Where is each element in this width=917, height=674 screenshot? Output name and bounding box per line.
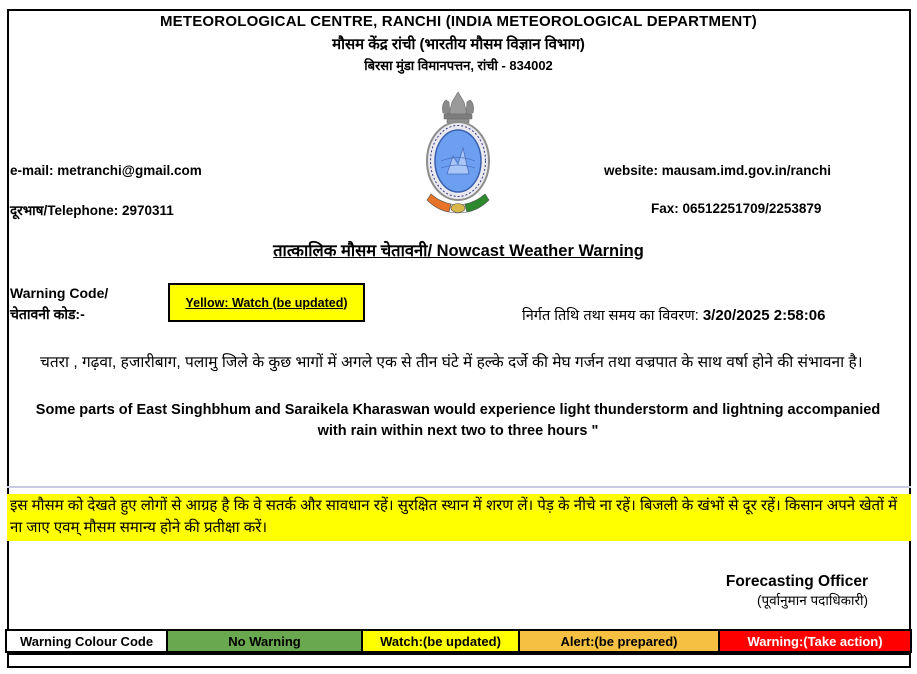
fax-text: Fax: 06512251709/2253879	[651, 201, 822, 216]
bar-underline	[7, 653, 911, 655]
forecasting-officer-title-hindi: (पूर्वानुमान पदाधिकारी)	[757, 593, 868, 608]
colour-code-alert: Alert:(be prepared)	[518, 629, 720, 653]
section-title: तात्कालिक मौसम चेतावनी/ Nowcast Weather Warning	[273, 242, 644, 260]
email-text: e-mail: metranchi@gmail.com	[10, 163, 202, 178]
warning-code-value: Yellow: Watch (be updated)	[185, 295, 348, 310]
warning-code-label: Warning Code/ चेतावनी कोड:-	[10, 285, 109, 322]
warning-body-english: Some parts of East Singhbhum and Saraikela Kharaswan would experience light thunderstorm and lightning accompanied with rain within next two to three hours "	[35, 402, 881, 439]
advisory-text-highlighted: इस मौसम को देखते हुए लोगों से आग्रह है कि वे सतर्क और सावधान रहें। सुरक्षित स्थान में शरण लें। पेड़ के नीचे ना रहें। बिजली के खंभों से दूर रहें। किसान अपने खेतों में ना जाए एवम् मौसम समान्य होने की प्रतीक्षा करें।	[7, 494, 911, 541]
issue-datetime-line: निर्गत तिथि तथा समय का विवरण: 3/20/2025 2:58:06	[522, 307, 826, 324]
imd-emblem-logo	[413, 86, 503, 226]
colour-code-bar-label: Warning Colour Code	[5, 629, 168, 653]
colour-code-no-warning: No Warning	[166, 629, 363, 653]
issue-datetime-value: 3/20/2025 2:58:06	[702, 307, 826, 324]
forecasting-officer-title: Forecasting Officer	[725, 573, 868, 590]
colour-code-warning: Warning:(Take action)	[718, 629, 912, 653]
org-address: बिरसा मुंडा विमानपत्तन, रांची - 834002	[364, 58, 553, 73]
warning-code-value-box	[168, 283, 365, 322]
org-title-hindi: मौसम केंद्र रांची (भारतीय मौसम विज्ञान विभाग)	[332, 36, 585, 53]
signature-block	[0, 573, 868, 609]
colour-code-watch: Watch:(be updated)	[361, 629, 520, 653]
org-title-english: METEOROLOGICAL CENTRE, RANCHI (INDIA METEOROLOGICAL DEPARTMENT)	[159, 13, 758, 30]
section-divider-line	[7, 486, 911, 488]
telephone-text: दूरभाष/Telephone: 2970311	[10, 203, 174, 218]
warning-body-hindi: चतरा , गढ़वा, हजारीबाग, पलामु जिले के कुछ भागों में अगले एक से तीन घंटे में हल्के दर्जे की मेघ गर्जन तथा वज्रपात के साथ वर्षा होने की संभावना है।	[40, 354, 863, 371]
website-text: website: mausam.imd.gov.in/ranchi	[604, 163, 832, 178]
